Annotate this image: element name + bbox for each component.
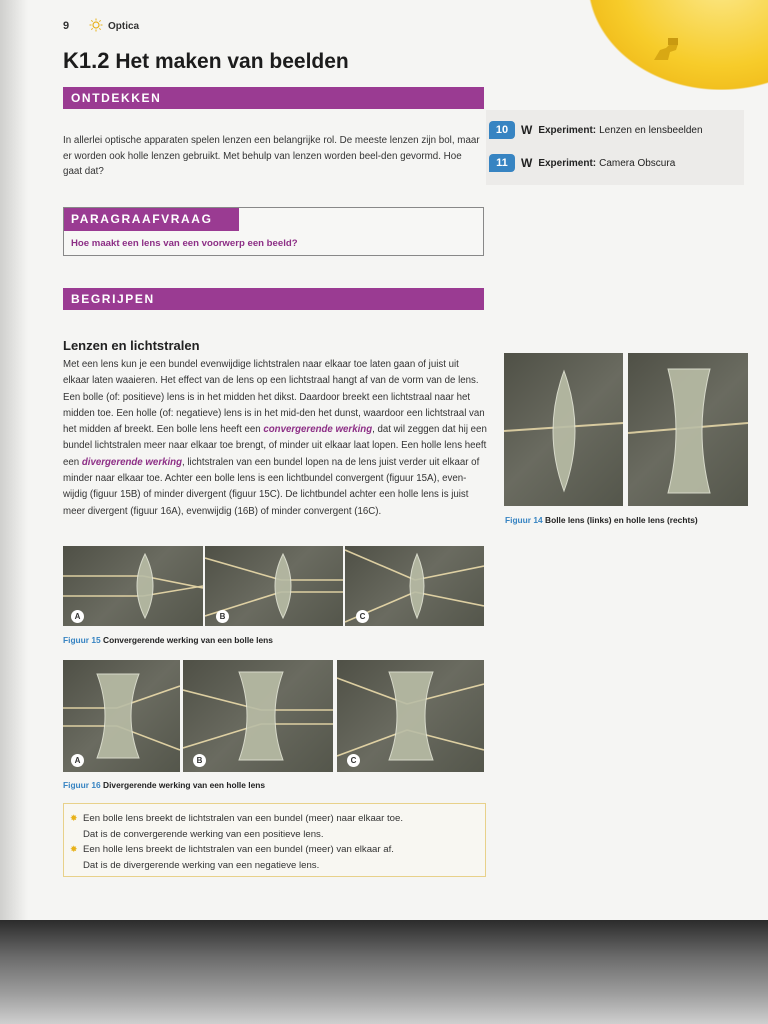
page-title	[63, 48, 349, 74]
experiment-number-badge: 10	[489, 121, 515, 139]
summary-box	[63, 803, 486, 877]
figure-15a-photo	[63, 546, 203, 626]
section-bar-begrijpen: BEGRIJPEN	[63, 288, 484, 310]
section-bar-ontdekken: ONTDEKKEN	[63, 87, 484, 109]
chapter-name: Optica	[108, 21, 140, 32]
panel-label: A	[71, 754, 84, 767]
figure-caption-text: Bolle lens (links) en holle lens (rechts)	[545, 515, 698, 525]
summary-line: Een holle lens breekt de lichtstralen van een bundel (meer) van elkaar af.	[83, 844, 394, 855]
figure-16b-photo	[183, 660, 333, 772]
page-number: 9	[63, 20, 70, 32]
figure-14-concave-lens-photo	[628, 353, 748, 506]
figure-14-convex-lens-photo	[504, 353, 623, 506]
sun-icon	[89, 18, 103, 32]
page-binding-shadow	[0, 0, 28, 920]
intro-text: In allerlei optische apparaten spelen lenzen een belangrijke rol. De meeste lenzen zijn bol, maar er worden ook holle lenzen gebruikt. Met behulp van lenzen worden beel-den gevormd. Hoe gaat dat?	[63, 135, 480, 177]
term-divergerende: divergerende werking	[81, 456, 182, 468]
experiment-item[interactable]	[489, 121, 703, 139]
figure-label: Figuur 16	[63, 780, 101, 790]
experiment-title: Camera Obscura	[599, 157, 676, 169]
panel-label: C	[356, 610, 369, 623]
panel-label: C	[347, 754, 360, 767]
paragraph-question-box	[63, 207, 484, 256]
experiment-label: Experiment:	[538, 124, 597, 136]
experiment-type: W	[521, 156, 533, 170]
figure-14-caption	[505, 515, 698, 525]
term-convergerende: convergerende werking	[263, 424, 373, 436]
paragraph-question-text: Hoe maakt een lens van een voorwerp een beeld?	[71, 238, 298, 249]
star-bullet-icon: ✸	[70, 813, 78, 823]
experiment-type: W	[521, 123, 533, 137]
body-text-part: , dat wil zeggen dat hij een bundel lichtstralen meer naar elkaar toe brengt, of minder uit elkaar laat lopen. Een holle lens heeft een	[63, 424, 487, 468]
experiment-label: Experiment:	[538, 157, 597, 169]
star-bullet-icon: ✸	[70, 844, 78, 854]
figure-16-caption	[63, 780, 265, 790]
summary-line: Dat is de convergerende werking van een positieve lens.	[83, 828, 324, 840]
paragraph-title: Het maken van beelden	[115, 50, 349, 73]
experiment-title: Lenzen en lensbeelden	[599, 124, 703, 136]
panel-label: B	[216, 610, 229, 623]
body-paragraph	[63, 357, 487, 520]
panel-label: A	[71, 610, 84, 623]
figure-label: Figuur 15	[63, 635, 101, 645]
experiment-item[interactable]	[489, 154, 675, 172]
panel-label: B	[193, 754, 206, 767]
body-text-part: , lichtstralen van een bundel lopen na de lens juist verder uit elkaar of minder naar elkaar toe. Achter een bolle lens is een lichtbundel convergent (figuur 15A), even-wijdig (figuur 15B) of minder divergent (figuur 15C). De lichtbundel achter een holle lens is juist meer divergent (figuur 16A), evenwijdig (16B) of minder convergent (16C).	[63, 456, 480, 517]
figure-15-caption	[63, 635, 273, 645]
photographer-icon	[646, 30, 686, 70]
summary-line: Dat is de divergerende werking van een negatieve lens.	[83, 859, 320, 871]
summary-line: Een bolle lens breekt de lichtstralen van een bundel (meer) naar elkaar toe.	[83, 813, 403, 824]
experiment-number-badge: 11	[489, 154, 515, 172]
body-text-part: Met een lens kun je een bundel evenwijdige lichtstralen naar elkaar toe laten gaan of juist uit elkaar laten waaieren. Het effect van de lens op een lichtstraal hangt af van de vorm van de lens. Een bolle (of: positieve) lens is in het midden het dikst. Daardoor breekt een lichtstraal naar het midden toe. Een holle (of: negatieve) lens is in het mid-den het dunst, waardoor een lichtstraal van het midden af breekt. Een bolle lens heeft een	[63, 359, 485, 436]
figure-label: Figuur 14	[505, 515, 543, 525]
scanner-background	[0, 920, 768, 1024]
section-heading: Lenzen en lichtstralen	[63, 338, 200, 353]
paragraph-code: K1.2	[63, 48, 110, 73]
figure-caption-text: Convergerende werking van een bolle lens	[103, 635, 273, 645]
figure-16c-photo	[337, 660, 484, 772]
figure-caption-text: Divergerende werking van een holle lens	[103, 780, 266, 790]
paragraph-question-label: PARAGRAAFVRAAG	[64, 208, 239, 231]
